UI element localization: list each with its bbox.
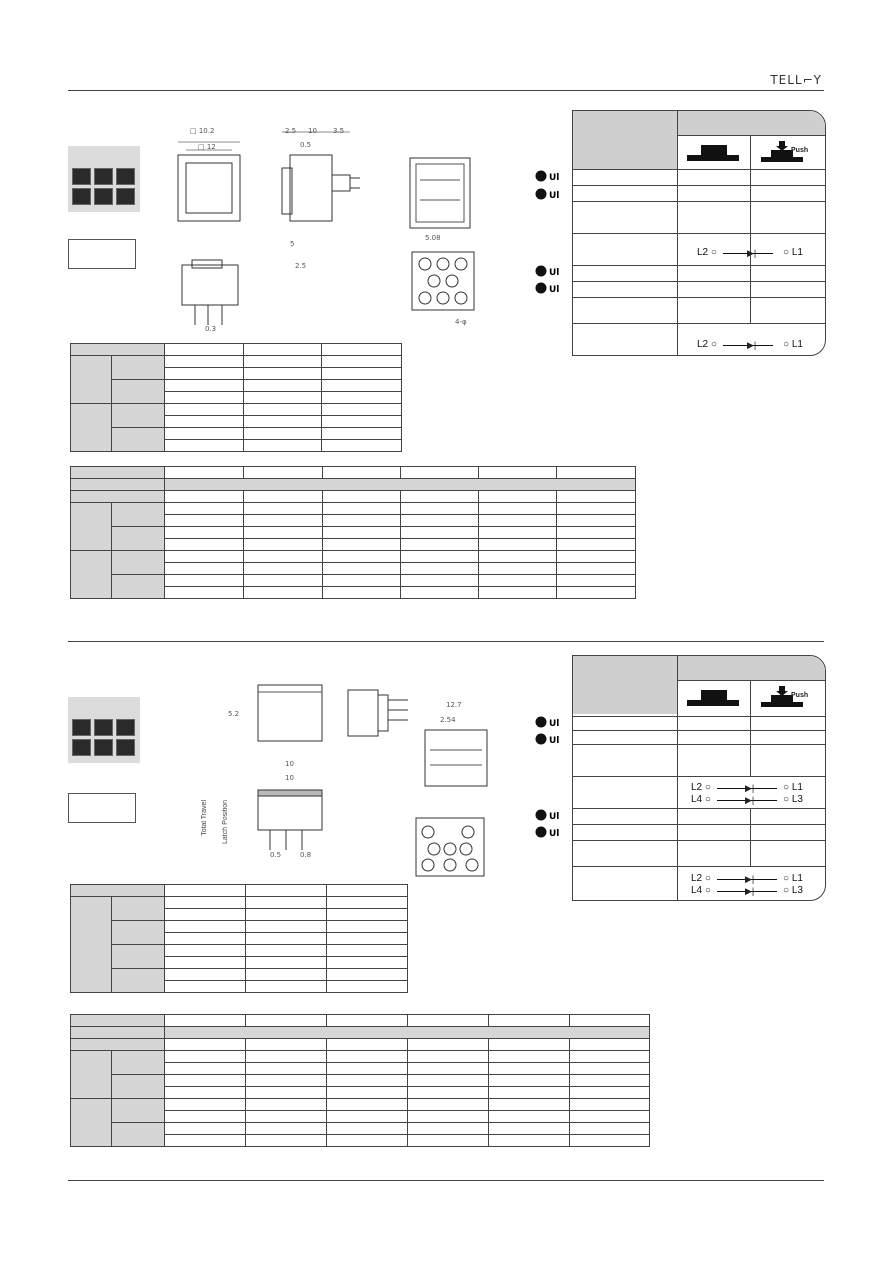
svg-text:Ul: Ul xyxy=(549,829,560,838)
dim-b: 12.7 xyxy=(446,701,462,709)
svg-text:Ul: Ul xyxy=(549,719,560,728)
circuit-r1: ○ L1 xyxy=(783,873,803,884)
svg-text:Ul: Ul xyxy=(549,173,560,182)
dim-c: 2.54 xyxy=(440,716,456,724)
ul-icon xyxy=(535,809,565,821)
dim-circle: 4-φ xyxy=(455,318,467,326)
circuit-r2: ○ L3 xyxy=(783,794,803,805)
symbol-table: Push L2 ○ ▶| ○ L1 L2 ○ ▶| ○ L1 xyxy=(572,110,826,356)
button-push-icon xyxy=(759,141,819,165)
svg-text:Ul: Ul xyxy=(549,285,560,294)
dim-d: 5.2 xyxy=(228,710,240,718)
push-label: Push xyxy=(791,147,809,154)
dim-h: 0.8 xyxy=(300,851,312,859)
section-divider xyxy=(68,641,824,642)
bottom-rule xyxy=(68,1180,824,1181)
model-box xyxy=(68,239,136,269)
circuit-right: ○ L1 xyxy=(783,247,803,258)
dim-a: 10 xyxy=(285,760,294,768)
dim-inner: □ 12 xyxy=(198,143,216,151)
dim-width: □ 10.2 xyxy=(190,127,215,135)
circuit-r2: ○ L3 xyxy=(783,885,803,896)
dimension-drawing xyxy=(220,650,500,880)
dim-bottom: 0.3 xyxy=(205,325,217,333)
spec-table xyxy=(70,343,402,452)
ul-icon xyxy=(535,170,565,182)
dim-pcb: 5.08 xyxy=(425,234,441,242)
total-travel-label: Total Travel xyxy=(201,800,208,836)
circuit-left-2: L2 ○ xyxy=(697,339,717,350)
svg-text:Ul: Ul xyxy=(549,268,560,277)
ul-icon xyxy=(535,826,565,838)
button-up-icon xyxy=(685,688,741,710)
spec-table xyxy=(70,466,636,599)
circuit-l1: L2 ○ xyxy=(691,873,711,884)
spec-table xyxy=(70,1014,650,1147)
dim-g: 0.5 xyxy=(270,851,282,859)
circuit-l2: L4 ○ xyxy=(691,794,711,805)
dim-side-d: 0.5 xyxy=(300,141,312,149)
ul-icon xyxy=(535,716,565,728)
button-push-icon xyxy=(759,686,819,710)
circuit-right-2: ○ L1 xyxy=(783,339,803,350)
dim-side-b: 10 xyxy=(308,127,317,135)
brand-logo: TELL⌐Y xyxy=(770,73,822,87)
dim-e: 10 xyxy=(285,774,294,782)
circuit-l1: L2 ○ xyxy=(691,782,711,793)
spec-table xyxy=(70,884,408,993)
circuit-left: L2 ○ xyxy=(697,247,717,258)
product-photo xyxy=(68,697,140,763)
top-rule xyxy=(68,90,824,91)
dim-side-c: 3.5 xyxy=(333,127,345,135)
svg-text:Ul: Ul xyxy=(549,812,560,821)
svg-text:Ul: Ul xyxy=(549,191,560,200)
ul-icon xyxy=(535,265,565,277)
circuit-r1: ○ L1 xyxy=(783,782,803,793)
product-photo xyxy=(68,146,140,212)
symbol-table: Push L2 ○ L4 ○ ▶| ▶| ○ L1 ○ L3 L2 ○ L4 ○ ▶| ▶| ○ L1 ○ L3 xyxy=(572,655,826,901)
ul-icon xyxy=(535,282,565,294)
ul-icon xyxy=(535,733,565,745)
button-up-icon xyxy=(685,143,741,165)
svg-text:Ul: Ul xyxy=(549,736,560,745)
dim-side-f: 2.5 xyxy=(295,262,307,270)
model-box xyxy=(68,793,136,823)
dimension-drawing xyxy=(160,120,510,340)
dim-side-a: 2.5 xyxy=(285,127,297,135)
ul-icon xyxy=(535,188,565,200)
push-label: Push xyxy=(791,692,809,699)
latch-position-label: Latch Position xyxy=(222,800,229,844)
circuit-l2: L4 ○ xyxy=(691,885,711,896)
dim-side-e: 5 xyxy=(290,240,295,248)
